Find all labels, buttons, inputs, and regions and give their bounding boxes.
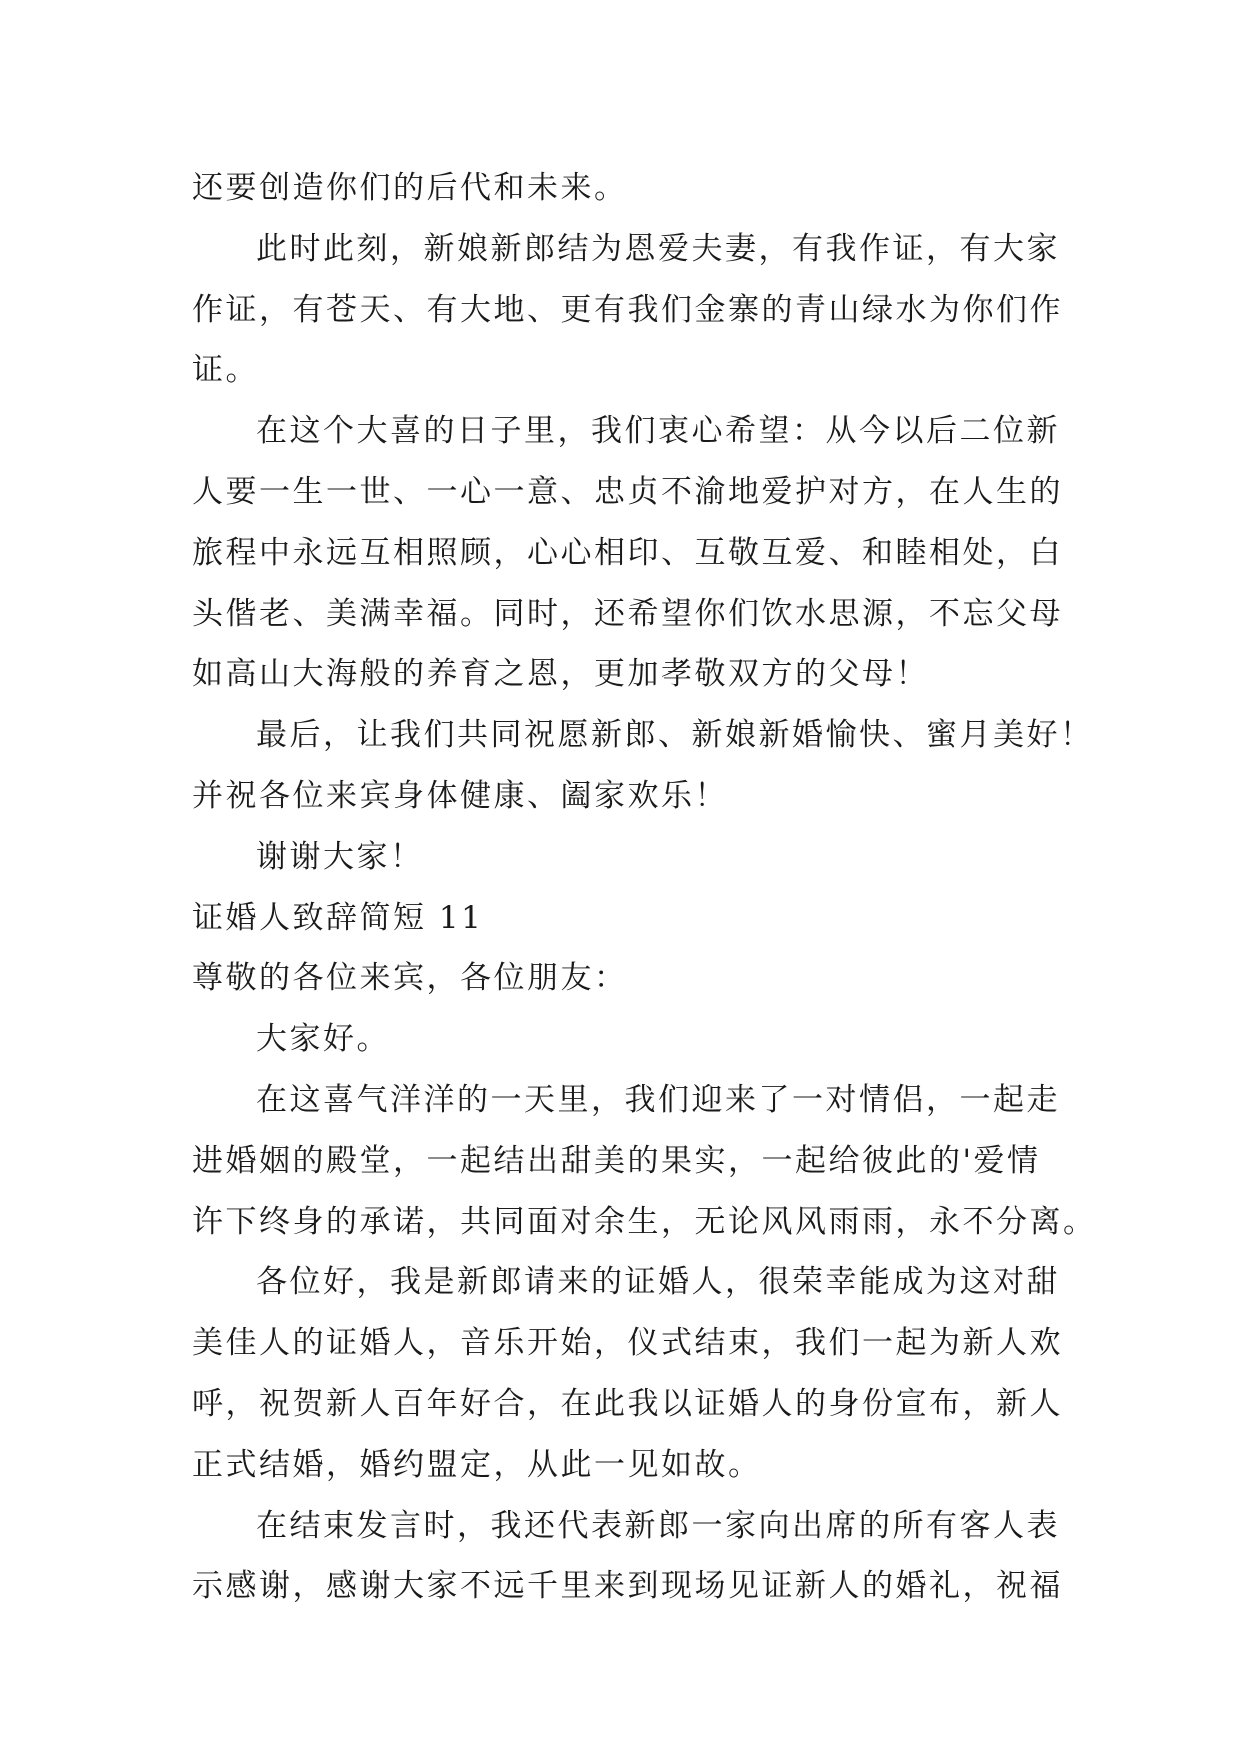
text-line: 呼，祝贺新人百年好合，在此我以证婚人的身份宣布，新人 (192, 1385, 1063, 1422)
text-line: 此时此刻，新娘新郎结为恩爱夫妻，有我作证，有大家 (256, 230, 1060, 267)
text-line: 在这个大喜的日子里，我们衷心希望：从今以后二位新 (256, 413, 1060, 450)
text-line: 证。 (192, 352, 259, 389)
text-line: 谢谢大家！ (256, 838, 424, 875)
text-line: 尊敬的各位来宾，各位朋友： (192, 960, 628, 997)
text-line: 大家好。 (256, 1021, 390, 1058)
text-line: 各位好，我是新郎请来的证婚人，很荣幸能成为这对甜 (256, 1264, 1060, 1301)
text-line: 许下终身的承诺，共同面对余生，无论风风雨雨，永不分离。 (192, 1203, 1097, 1240)
text-line: 作证，有苍天、有大地、更有我们金寨的青山绿水为你们作 (192, 291, 1063, 328)
text-line: 头偕老、美满幸福。同时，还希望你们饮水思源，不忘父母 (192, 595, 1063, 632)
text-line: 美佳人的证婚人，音乐开始，仪式结束，我们一起为新人欢 (192, 1325, 1063, 1362)
text-line: 正式结婚，婚约盟定，从此一见如故。 (192, 1446, 762, 1483)
text-line: 最后，让我们共同祝愿新郎、新娘新婚愉快、蜜月美好！ (256, 717, 1094, 754)
text-line: 证婚人致辞简短 11 (192, 899, 484, 936)
document-body (192, 158, 1097, 1617)
text-line: 示感谢，感谢大家不远千里来到现场见证新人的婚礼，祝福 (192, 1568, 1063, 1605)
text-line: 并祝各位来宾身体健康、阖家欢乐！ (192, 777, 728, 814)
text-line: 进婚姻的殿堂，一起结出甜美的果实，一起给彼此的'爱情 (192, 1142, 1041, 1179)
text-line: 还要创造你们的后代和未来。 (192, 170, 628, 206)
text-line: 旅程中永远互相照顾，心心相印、互敬互爱、和睦相处，白 (192, 534, 1063, 571)
text-line: 在结束发言时，我还代表新郎一家向出席的所有客人表 (256, 1507, 1060, 1544)
text-line: 如高山大海般的养育之恩，更加孝敬双方的父母！ (192, 656, 929, 693)
text-line: 在这喜气洋洋的一天里，我们迎来了一对情侣，一起走 (256, 1081, 1060, 1118)
text-line: 人要一生一世、一心一意、忠贞不渝地爱护对方，在人生的 (192, 473, 1063, 510)
